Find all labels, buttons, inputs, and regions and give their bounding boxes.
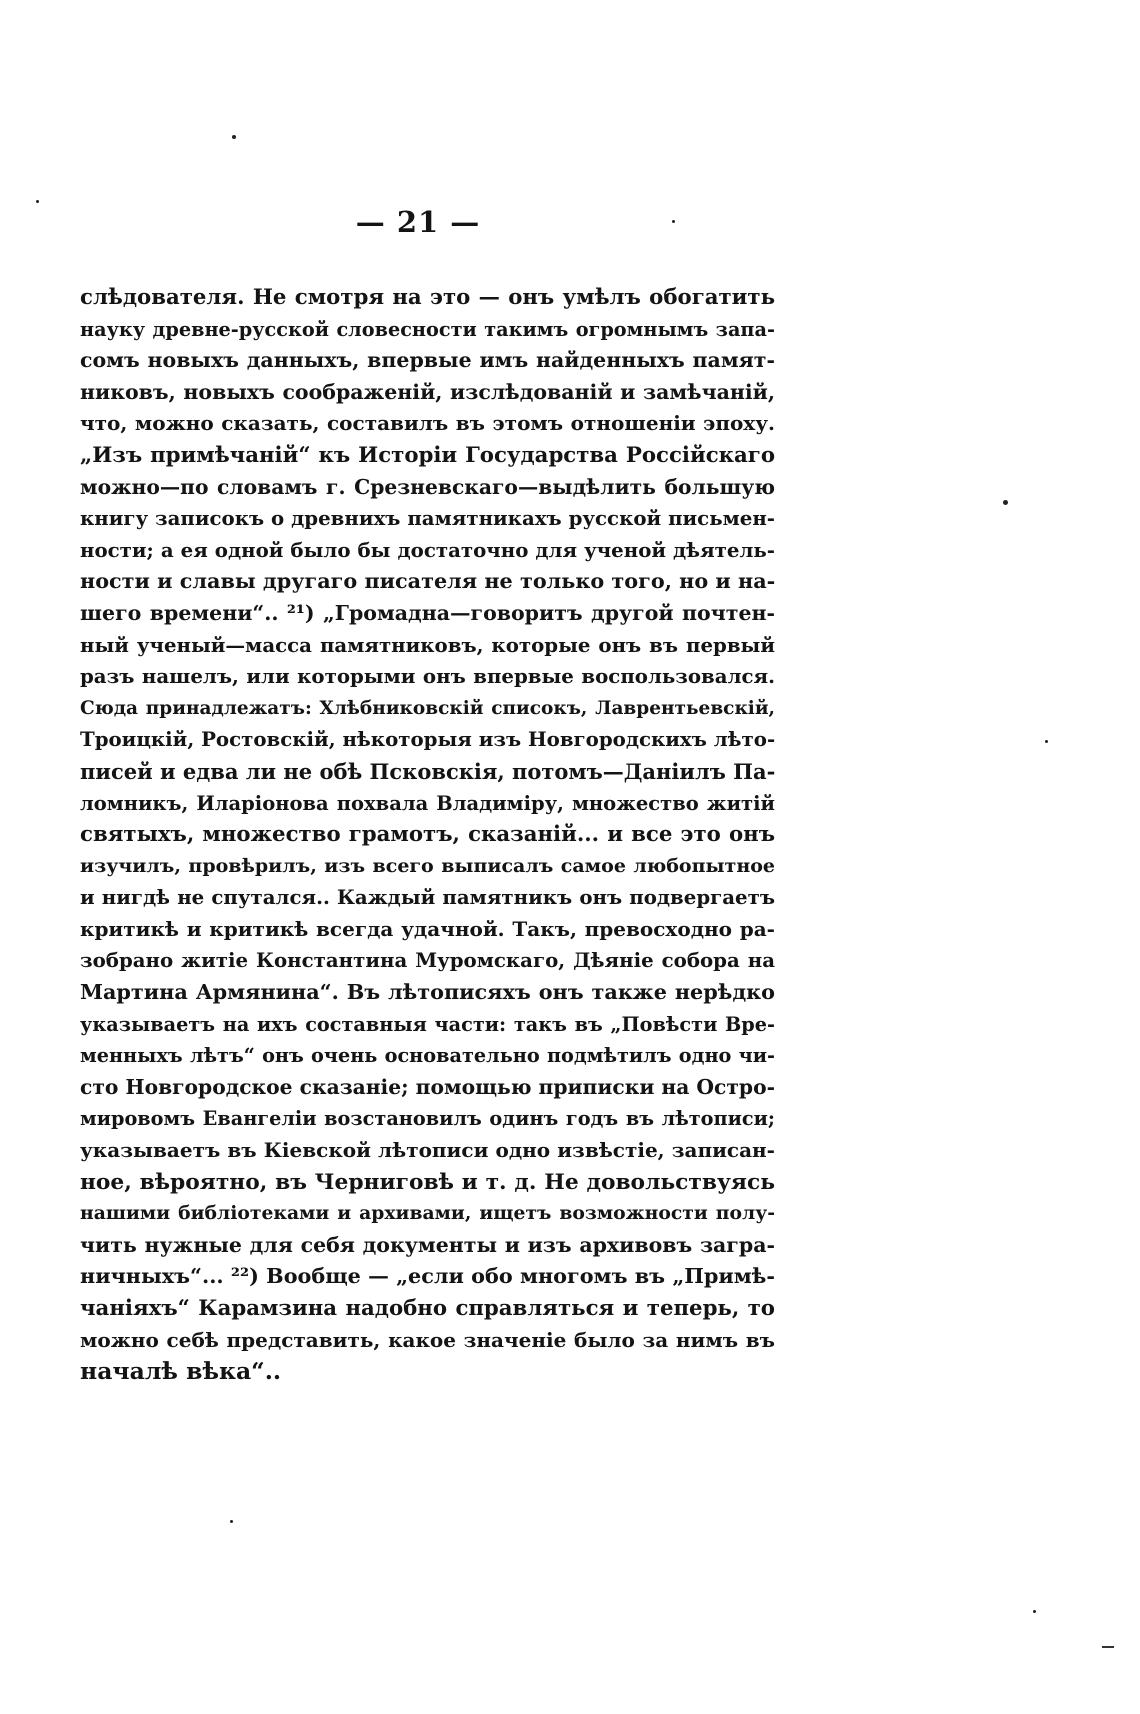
- text-line: нашими библіотеками и архивами, ищетъ возможности полу-: [80, 1202, 775, 1225]
- scan-speck: [1045, 740, 1048, 743]
- text-line: слѣдователя. Не смотря на это — онъ умѣлъ обогатить: [80, 285, 775, 310]
- text-line: указываетъ на ихъ составныя части: такъ въ „Повѣсти Вре-: [80, 1012, 775, 1036]
- text-line: сто Новгородское сказаніе; помощью приписки на Остро-: [80, 1074, 775, 1099]
- text-line: шего времени“.. ²¹) „Громадна—говоритъ другой почтен-: [80, 600, 775, 625]
- text-line: изучилъ, провѣрилъ, изъ всего выписалъ самое любопытное: [80, 854, 775, 877]
- page-number: — 21 —: [355, 205, 481, 239]
- text-line: разъ нашелъ, или которыми онъ впервые воспользовался.: [80, 664, 775, 689]
- text-line: науку древне-русской словесности такимъ огромнымъ запа-: [80, 317, 775, 341]
- text-line: Троицкій, Ростовскій, нѣкоторыя изъ Новгородскихъ лѣто-: [80, 727, 776, 752]
- text-line: святыхъ, множество грамотъ, сказаній... и все это онъ: [80, 822, 775, 848]
- scan-speck: [230, 1520, 233, 1523]
- scan-speck: [1003, 500, 1008, 505]
- text-line: можно—по словамъ г. Срезневскаго—выдѣлить большую: [80, 474, 775, 499]
- text-line: ное, вѣроятно, въ Черниговѣ и т. д. Не довольствуясь: [80, 1169, 775, 1195]
- text-line: началѣ вѣка“..: [80, 1357, 282, 1386]
- text-line: зобрано житіе Константина Муромскаго, Дѣяніе собора на: [80, 948, 775, 973]
- text-line: Сюда принадлежатъ: Хлѣбниковскій списокъ, Лаврентьевскій,: [80, 697, 775, 719]
- text-line: ный ученый—масса памятниковъ, которые онъ въ первый: [80, 632, 775, 657]
- text-line: чаніяхъ“ Карамзина надобно справляться и теперь, то: [80, 1296, 775, 1321]
- text-line: ломникъ, Иларіонова похвала Владиміру, множество житій: [80, 791, 775, 815]
- text-line: „Изъ примѣчаній“ къ Исторіи Государства Россійскаго: [80, 442, 775, 468]
- text-line: никовъ, новыхъ соображеній, изслѣдованій и замѣчаній,: [80, 379, 775, 404]
- text-line: писей и едва ли не обѣ Псковскія, потомъ—Даніилъ Па-: [80, 758, 776, 784]
- text-line: ничныхъ“... ²²) Вообще — „если обо многомъ въ „Примѣ-: [80, 1264, 775, 1289]
- scan-speck: [36, 200, 39, 203]
- text-line: и нигдѣ не спутался.. Каждый памятникъ онъ подвергаетъ: [80, 885, 775, 910]
- scan-mark: [1102, 1646, 1114, 1648]
- scan-speck: [1033, 1610, 1036, 1613]
- text-line: мировомъ Евангеліи возстановилъ одинъ годъ въ лѣтописи;: [80, 1107, 775, 1131]
- text-line: ности; а ея одной было бы достаточно для ученой дѣятель-: [80, 537, 775, 562]
- text-line: критикѣ и критикѣ всегда удачной. Такъ, превосходно ра-: [80, 916, 775, 941]
- text-line: можно себѣ представить, какое значеніе было за нимъ въ: [80, 1327, 775, 1352]
- text-line: ности и славы другаго писателя не только того, но и на-: [80, 569, 776, 594]
- text-line: чить нужные для себя документы и изъ архивовъ загра-: [80, 1232, 775, 1257]
- text-line: менныхъ лѣтъ“ онъ очень основательно подмѣтилъ одно чи-: [80, 1044, 775, 1068]
- scan-speck: [232, 135, 236, 139]
- text-line: книгу записокъ о древнихъ памятникахъ русской письмен-: [80, 506, 775, 531]
- text-line: указываетъ въ Кіевской лѣтописи одно извѣстіе, записан-: [80, 1138, 775, 1163]
- text-line: Мартина Армянина“. Въ лѣтописяхъ онъ также нерѣдко: [80, 980, 775, 1005]
- scan-speck: [672, 220, 675, 223]
- text-line: сомъ новыхъ данныхъ, впервые имъ найденныхъ памят-: [80, 348, 775, 373]
- body-text: [80, 282, 775, 1388]
- text-line: что, можно сказать, составилъ въ этомъ отношеніи эпоху.: [80, 411, 775, 436]
